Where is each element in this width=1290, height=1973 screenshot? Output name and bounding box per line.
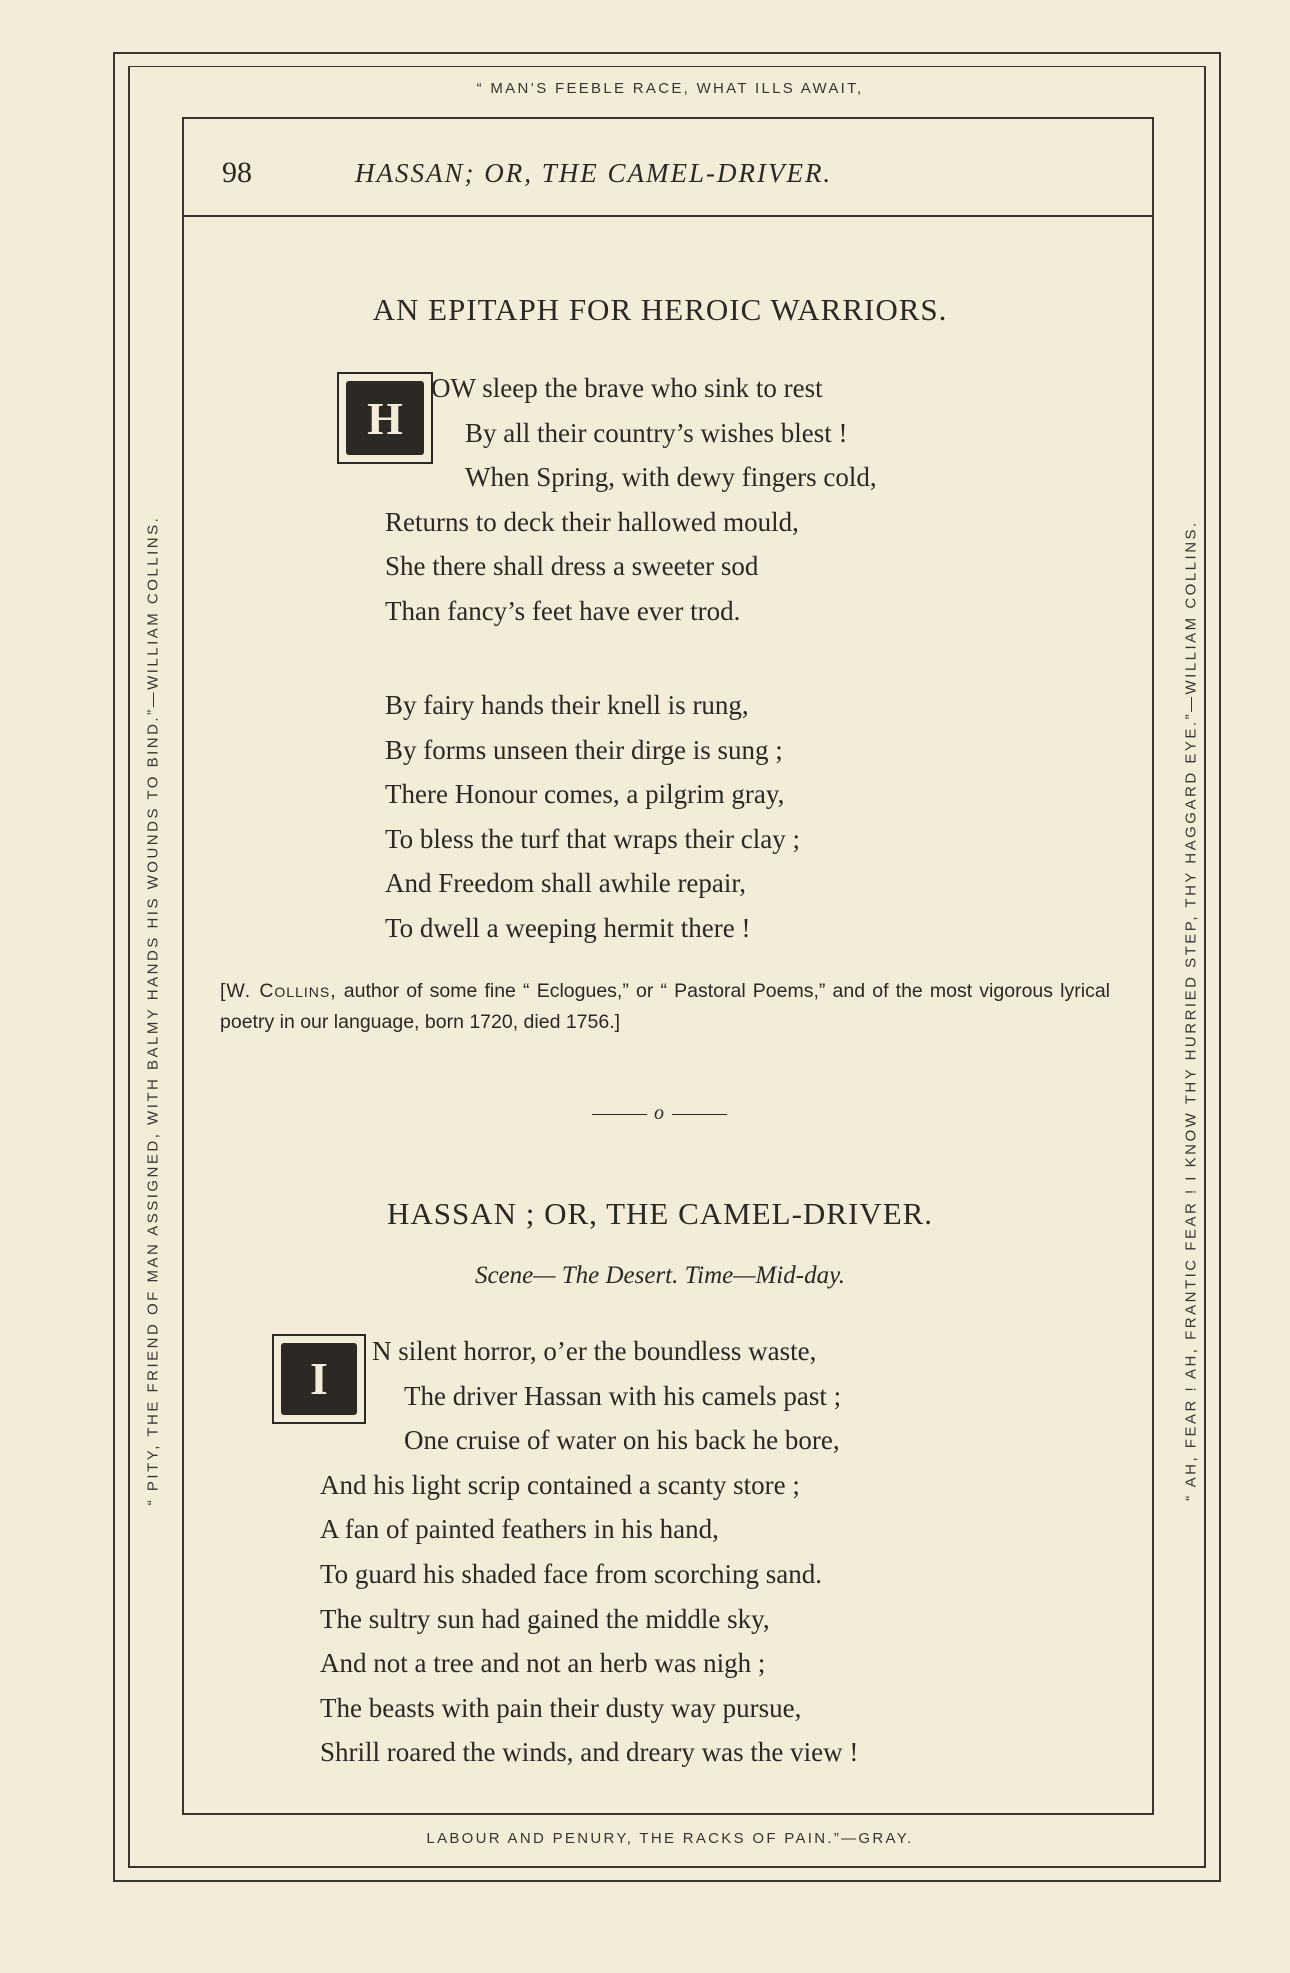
drop-cap-letter: H xyxy=(346,381,423,455)
verse-line: Shrill roared the winds, and dreary was the view ! xyxy=(320,1737,859,1768)
verse-line: And not a tree and not an herb was nigh ; xyxy=(320,1648,766,1679)
margin-quote-right: “ AH, FEAR ! AH, FRANTIC FEAR ! I KNOW THY HURRIED STEP, THY HAGGARD EYE.”—WILLIAM COLLINS. xyxy=(1182,520,1200,1501)
frame-middle-left xyxy=(128,66,130,1868)
stanza-hassan xyxy=(320,1329,858,1775)
stanza-2 xyxy=(385,683,800,951)
verse-line: To guard his shaded face from scorching sand. xyxy=(320,1558,822,1589)
frame-outer-top xyxy=(113,52,1221,54)
frame-outer-left xyxy=(113,52,115,1882)
poem-title-epitaph: AN EPITAPH FOR HEROIC WARRIORS. xyxy=(372,292,948,327)
frame-outer-right xyxy=(1219,52,1221,1882)
verse-line: When Spring, with dewy fingers cold, xyxy=(465,462,877,493)
frame-inner-right xyxy=(1152,117,1154,1815)
note-text: author of some fine “ Eclogues,” or “ Pastoral Poems,” and of the most vigorous lyrical poetry in our language, born 1720, died 1756.] xyxy=(220,980,1111,1033)
frame-inner-bottom xyxy=(182,1813,1154,1815)
margin-quote-bottom: LABOUR AND PENURY, THE RACKS OF PAIN.”—GRAY. xyxy=(426,1830,914,1847)
frame-outer-bottom xyxy=(113,1880,1221,1882)
section-separator xyxy=(592,1104,732,1124)
stanza-1 xyxy=(385,366,877,634)
verse-line: The beasts with pain their dusty way pursue, xyxy=(320,1692,802,1723)
frame-inner-top xyxy=(182,117,1154,119)
separator-ornament: o xyxy=(654,1102,664,1124)
frame-middle-bottom xyxy=(128,1866,1206,1868)
verse-line: And Freedom shall awhile repair, xyxy=(385,868,747,899)
running-title: HASSAN; OR, THE CAMEL-DRIVER. xyxy=(355,158,833,188)
verse-line: By fairy hands their knell is rung, xyxy=(385,690,749,720)
frame-middle-top xyxy=(128,66,1206,67)
verse-line: There Honour comes, a pilgrim gray, xyxy=(385,779,785,810)
verse-line: By all their country’s wishes blest ! xyxy=(465,417,848,448)
verse-line: One cruise of water on his back he bore, xyxy=(404,1425,840,1456)
author-note xyxy=(220,976,1110,1038)
frame-inner-left xyxy=(182,117,184,1815)
separator-line-left xyxy=(592,1114,647,1115)
verse-line: And his light scrip contained a scanty store ; xyxy=(320,1469,800,1500)
poem-title-hassan: HASSAN ; OR, THE CAMEL-DRIVER. xyxy=(386,1196,934,1231)
verse-line: Than fancy’s feet have ever trod. xyxy=(385,595,741,626)
page-number: 98 xyxy=(222,156,252,189)
verse-line: To bless the turf that wraps their clay ; xyxy=(385,823,800,854)
verse-line: OW sleep the brave who sink to rest xyxy=(431,373,823,403)
verse-line: N silent horror, o’er the boundless waste, xyxy=(372,1336,817,1366)
verse-line: Returns to deck their hallowed mould, xyxy=(385,506,799,537)
verse-line: By forms unseen their dirge is sung ; xyxy=(385,734,783,765)
margin-quote-top: “ MAN’S FEEBLE RACE, WHAT ILLS AWAIT, xyxy=(476,80,864,97)
drop-cap-letter: I xyxy=(281,1343,357,1415)
header-rule xyxy=(182,215,1154,217)
scene-direction: Scene— The Desert. Time—Mid-day. xyxy=(474,1262,846,1289)
verse-line: To dwell a weeping hermit there ! xyxy=(385,912,751,943)
frame-middle-right xyxy=(1204,66,1206,1868)
separator-line-right xyxy=(672,1114,727,1115)
verse-line: A fan of painted feathers in his hand, xyxy=(320,1514,719,1545)
verse-line: The driver Hassan with his camels past ; xyxy=(404,1380,842,1411)
note-author: [W. Collins, xyxy=(220,980,337,1002)
verse-line: She there shall dress a sweeter sod xyxy=(385,551,759,582)
verse-line: The sultry sun had gained the middle sky, xyxy=(320,1603,770,1634)
margin-quote-left: “ PITY, THE FRIEND OF MAN ASSIGNED, WITH BALMY HANDS HIS WOUNDS TO BIND.”—WILLIAM COLLINS. xyxy=(144,515,162,1506)
